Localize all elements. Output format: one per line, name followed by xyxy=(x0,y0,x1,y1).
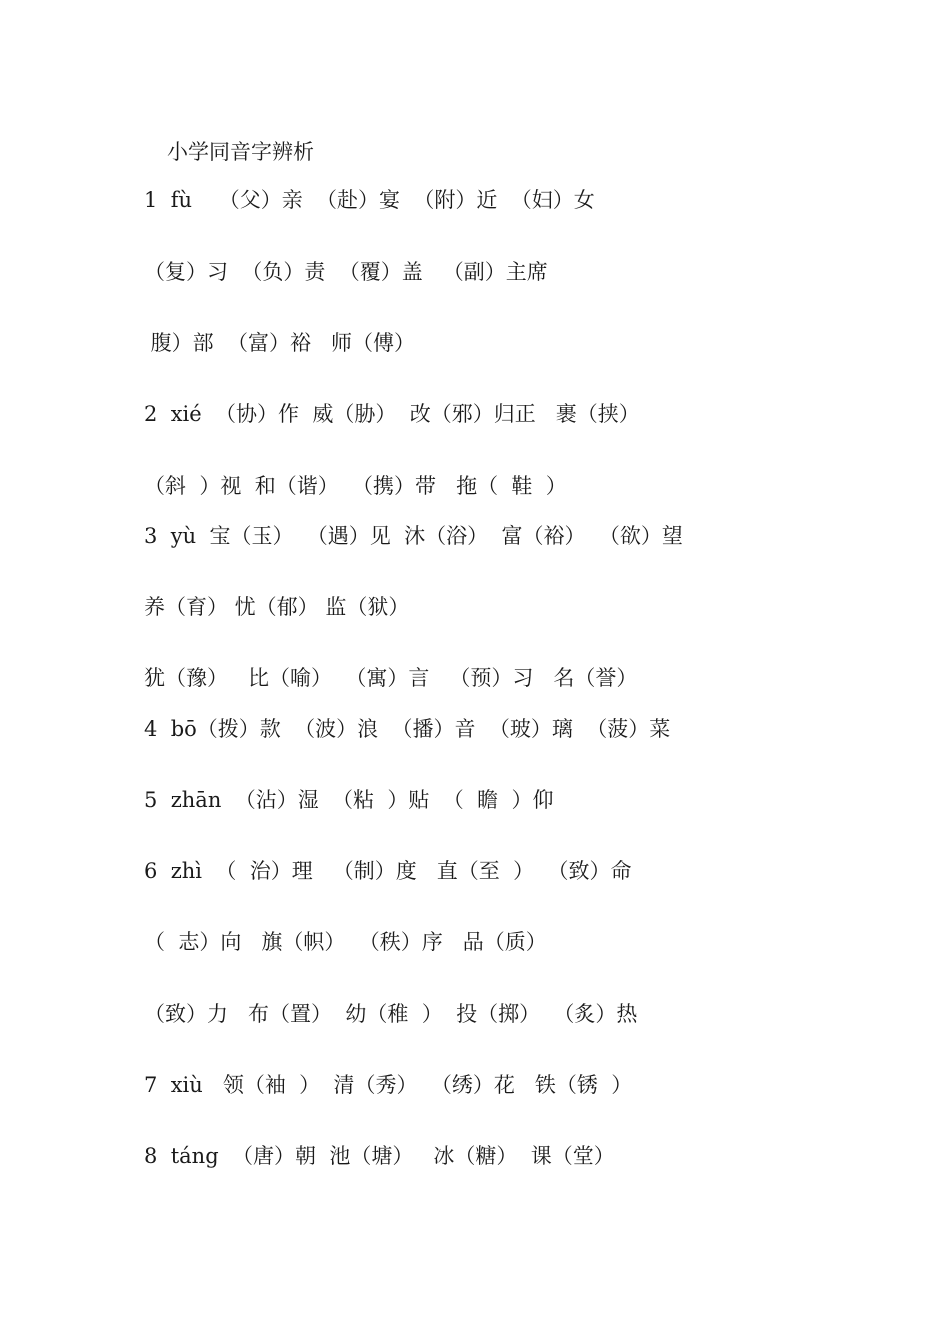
text-line: 1 fù （父）亲 （赴）宴 （附）近 （妇）女 xyxy=(144,188,595,212)
text-line: （ 志）向 旗（帜） （秩）序 品（质） xyxy=(144,930,547,954)
text-line: 养（育） 忧（郁） 监（狱） xyxy=(144,595,410,619)
text-line: 腹）部 （富）裕 师（傅） xyxy=(144,331,416,355)
text-line: 8 táng （唐）朝 池（塘） 冰（糖） 课（堂） xyxy=(144,1144,615,1168)
text-line: 3 yù 宝（玉） （遇）见 沐（浴） 富（裕） （欲）望 xyxy=(144,524,683,548)
text-line: （复）习 （负）责 （覆）盖 （副）主席 xyxy=(144,260,548,284)
text-line: 5 zhān （沾）湿 （粘 ）贴 （ 瞻 ）仰 xyxy=(144,788,554,812)
text-line: 犹（豫） 比（喻） （寓）言 （预）习 名（誉） xyxy=(144,666,638,690)
text-line: 7 xiù 领（袖 ） 清（秀） （绣）花 铁（锈 ） xyxy=(144,1073,633,1097)
text-line: 2 xié （协）作 威（胁） 改（邪）归正 裹（挟） xyxy=(144,402,640,426)
document-title: 小学同音字辨析 xyxy=(167,140,314,164)
text-line: 4 bō（拨）款 （波）浪 （播）音 （玻）璃 （菠）菜 xyxy=(144,717,671,741)
text-line: 6 zhì （ 治）理 （制）度 直（至 ） （致）命 xyxy=(144,859,632,883)
text-line: （致）力 布（置） 幼（稚 ） 投（掷） （炙）热 xyxy=(144,1002,638,1026)
text-line: （斜 ）视 和（谐） （携）带 拖（ 鞋 ） xyxy=(144,474,567,498)
